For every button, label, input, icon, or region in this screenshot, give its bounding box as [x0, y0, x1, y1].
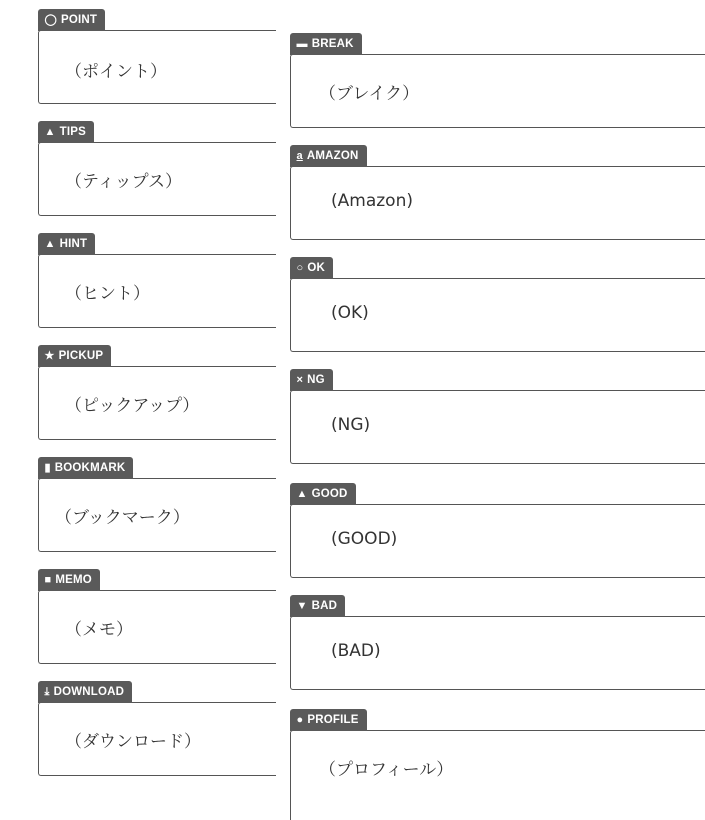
box-profile: [290, 714, 705, 820]
memo-icon: ■: [44, 574, 52, 586]
star-icon: ★: [44, 350, 55, 362]
bell-icon: ▲: [44, 238, 56, 250]
box-good-label: ▲ GOOD: [290, 483, 356, 505]
box-download-content: （ダウンロード）: [65, 732, 201, 752]
user-icon: ●: [296, 714, 304, 726]
box-amazon: [290, 150, 705, 240]
box-tips-label: ▲ TIPS: [38, 121, 94, 143]
box-memo: [38, 574, 276, 664]
download-icon: ⤓: [44, 686, 50, 698]
box-profile-label: ● PROFILE: [290, 709, 367, 731]
box-hint-label: ▲ HINT: [38, 233, 96, 255]
box-download: [38, 686, 276, 776]
box-amazon-content: (Amazon): [331, 191, 413, 211]
box-ok-label: ○ OK: [290, 257, 334, 279]
graduation-cap-icon: ▲: [44, 126, 56, 138]
box-good-content: (GOOD): [331, 529, 398, 549]
box-amazon-label: a AMAZON: [290, 145, 367, 167]
box-tips-content: （ティップス）: [65, 172, 182, 192]
box-ng: [290, 374, 705, 464]
box-pickup-content: （ピックアップ）: [65, 396, 200, 416]
box-break: [290, 38, 705, 128]
box-break-content: （ブレイク）: [319, 84, 420, 104]
box-point-content: （ポイント）: [65, 62, 167, 82]
thumbs-up-icon: ▲: [296, 488, 308, 500]
box-tips: [38, 126, 276, 216]
box-bad: [290, 600, 705, 690]
box-ng-content: (NG): [331, 415, 371, 435]
circle-icon: ○: [296, 262, 304, 274]
cross-icon: ×: [296, 374, 304, 386]
box-profile-content: （プロフィール）: [319, 760, 454, 780]
amazon-icon: a: [296, 150, 303, 162]
thumbs-down-icon: ▼: [296, 600, 308, 612]
box-hint-content: （ヒント）: [65, 284, 150, 304]
box-break-label: ▬ BREAK: [290, 33, 362, 55]
box-point: [38, 14, 276, 104]
box-ok-content: (OK): [331, 303, 369, 323]
box-pickup-label: ★ PICKUP: [38, 345, 112, 367]
box-memo-label: ■ MEMO: [38, 569, 100, 591]
box-memo-content: （メモ）: [65, 620, 133, 640]
box-good: [290, 488, 705, 578]
box-bad-content: (BAD): [331, 641, 381, 661]
box-ok: [290, 262, 705, 352]
box-point-label: ◯ POINT: [38, 9, 106, 31]
box-hint: [38, 238, 276, 328]
box-pickup: [38, 350, 276, 440]
box-bookmark-label: ▮ BOOKMARK: [38, 457, 134, 479]
lightbulb-icon: ◯: [44, 14, 58, 26]
box-bad-label: ▼ BAD: [290, 595, 346, 617]
box-ng-label: × NG: [290, 369, 333, 391]
box-bookmark: [38, 462, 276, 552]
box-bookmark-content: （ブックマーク）: [55, 508, 190, 528]
bookmark-icon: ▮: [44, 462, 51, 474]
box-download-label: ⤓ DOWNLOAD: [38, 681, 133, 703]
coffee-icon: ▬: [296, 38, 308, 50]
